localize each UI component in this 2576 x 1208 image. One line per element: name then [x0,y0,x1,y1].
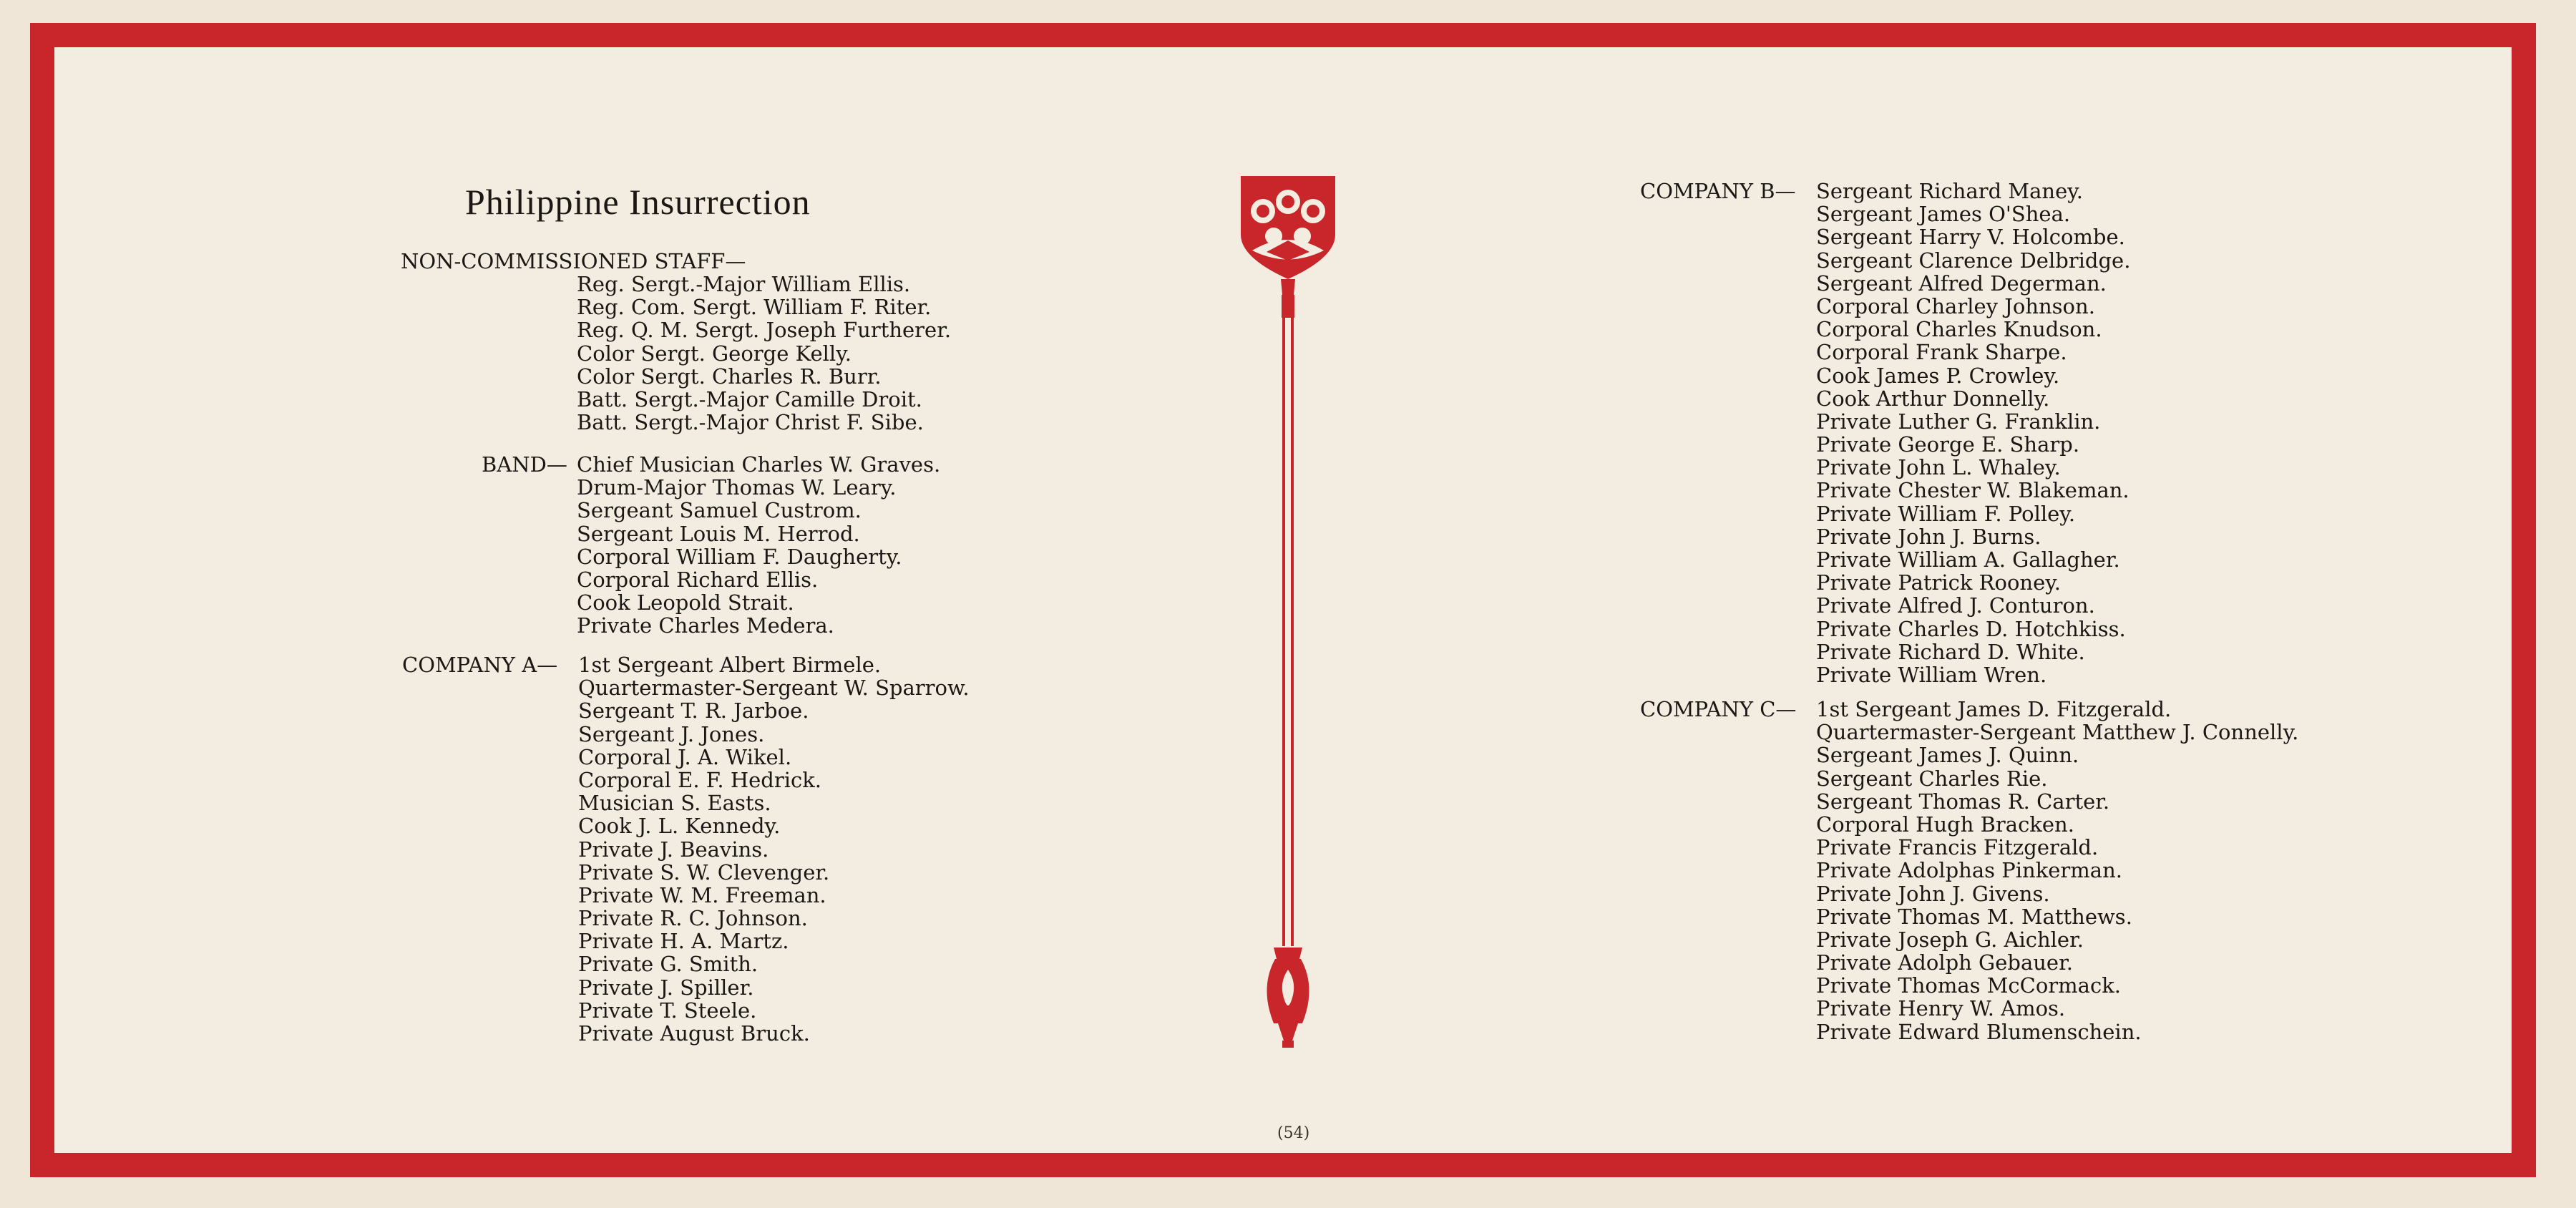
roster-entry: Sergeant Samuel Custrom. [577,498,862,523]
roster-entry: Corporal J. A. Wikel. [578,744,792,769]
roster-entry: Private Thomas McCormack. [1816,973,2121,998]
roster-entry: Cook James P. Crowley. [1816,363,2060,388]
roster-entry: Private William Wren. [1816,662,2047,687]
roster-entry: Private Chester W. Blakeman. [1816,478,2129,503]
roster-entry: Drum-Major Thomas W. Leary. [577,475,897,500]
roster-entry: Sergeant T. R. Jarboe. [578,698,809,724]
roster-entry: Private John J. Burns. [1816,524,2041,549]
roster-entry: Sergeant Richard Maney. [1816,179,2083,203]
roster-entry: Corporal E. F. Hedrick. [578,767,822,792]
roster-entry: Private Adolphas Pinkerman. [1816,858,2122,883]
roster-entry: Corporal Hugh Bracken. [1816,812,2074,837]
roster-entry: Private H. A. Martz. [578,929,789,954]
roster-entry: Private J. Beavins. [578,837,769,862]
roster-entry: Private William F. Polley. [1816,501,2076,526]
section-label: BAND— [482,452,567,477]
roster-entry: Sergeant Harry V. Holcombe. [1816,225,2125,250]
roster-entry: Private Thomas M. Matthews. [1816,904,2132,929]
roster-entry: Sergeant J. Jones. [578,721,765,746]
roster-entry: Private Joseph G. Aichler. [1816,927,2084,952]
member-list [578,653,970,1045]
roster-entry: Reg. Sergt.-Major William Ellis. [577,272,911,296]
roster-entry: Color Sergt. George Kelly. [577,341,852,366]
section-label: COMPANY B— [1640,179,1796,203]
roster-entry: Private Charles D. Hotchkiss. [1816,616,2126,641]
roster-entry: Sergeant Louis M. Herrod. [577,521,860,546]
roster-entry: Batt. Sergt.-Major Camille Droit. [577,386,922,411]
page-number: (54) [1277,1124,1310,1142]
roster-entry: Private Francis Fitzgerald. [1816,835,2099,860]
roster-entry: Private R. C. Johnson. [578,906,808,931]
roster-entry: Private Charles Medera. [577,613,834,638]
floral-staff-ornament-icon [1231,172,1345,1052]
roster-entry: Chief Musician Charles W. Graves. [577,452,941,477]
roster-entry: Batt. Sergt.-Major Christ F. Sibe. [577,410,924,435]
roster-entry: Private Luther G. Franklin. [1816,409,2101,434]
roster-entry: Corporal William F. Daugherty. [577,544,902,569]
roster-entry: Cook Leopold Strait. [577,590,794,615]
roster-entry: Corporal Frank Sharpe. [1816,340,2067,365]
roster-entry: Private S. W. Clevenger. [578,859,830,885]
roster-entry: Sergeant James J. Quinn. [1816,743,2079,768]
roster-entry: Reg. Com. Sergt. William F. Riter. [577,295,932,320]
roster-entry: Musician S. Easts. [578,791,771,816]
member-list [1816,180,2130,686]
roster-entry: Cook J. L. Kennedy. [578,814,781,839]
roster-entry: Private Alfred J. Conturon. [1816,593,2095,618]
roster-entry: Private Adolph Gebauer. [1816,950,2073,975]
member-list [577,453,940,638]
roster-entry: Private August Bruck. [578,1021,810,1046]
roster-entry: Color Sergt. Charles R. Burr. [577,364,882,389]
roster-entry: Private Edward Blumenschein. [1816,1019,2142,1044]
roster-entry: Sergeant Alfred Degerman. [1816,271,2107,296]
roster-entry: Sergeant Thomas R. Carter. [1816,789,2110,814]
roster-entry: Private W. M. Freeman. [578,882,826,907]
roster-entry: Reg. Q. M. Sergt. Joseph Furtherer. [577,318,952,343]
roster-entry: 1st Sergeant James D. Fitzgerald. [1816,697,2172,721]
page-title: Philippine Insurrection [465,182,811,222]
roster-entry: Sergeant James O'Shea. [1816,202,2071,227]
roster-entry: Private John J. Givens. [1816,881,2050,906]
roster-entry: Quartermaster-Sergeant Matthew J. Connelly. [1816,720,2299,745]
section-label: COMPANY A— [402,653,558,677]
roster-entry: Quartermaster-Sergeant W. Sparrow. [578,676,970,701]
roster-entry: Private Patrick Rooney. [1816,570,2062,595]
roster-entry: Private John L. Whaley. [1816,455,2061,480]
roster-entry: Private J. Spiller. [578,975,754,1000]
section-label: COMPANY C— [1640,697,1797,721]
roster-entry: Cook Arthur Donnelly. [1816,386,2050,411]
member-list [577,273,951,434]
roster-entry: 1st Sergeant Albert Birmele. [578,653,882,677]
roster-entry: Private Richard D. White. [1816,639,2085,664]
roster-entry: Corporal Charles Knudson. [1816,317,2102,342]
roster-entry: Corporal Charley Johnson. [1816,293,2095,318]
roster-entry: Private G. Smith. [578,952,758,977]
roster-entry: Sergeant Charles Rie. [1816,766,2048,791]
roster-entry: Private George E. Sharp. [1816,432,2080,457]
roster-entry: Private William A. Gallagher. [1816,547,2120,572]
roster-entry: Private Henry W. Amos. [1816,996,2066,1021]
member-list [1816,698,2298,1043]
roster-entry: Corporal Richard Ellis. [577,567,819,592]
section-label: NON-COMMISSIONED STAFF— [401,249,746,273]
roster-entry: Sergeant Clarence Delbridge. [1816,248,2131,273]
roster-entry: Private T. Steele. [578,998,757,1023]
